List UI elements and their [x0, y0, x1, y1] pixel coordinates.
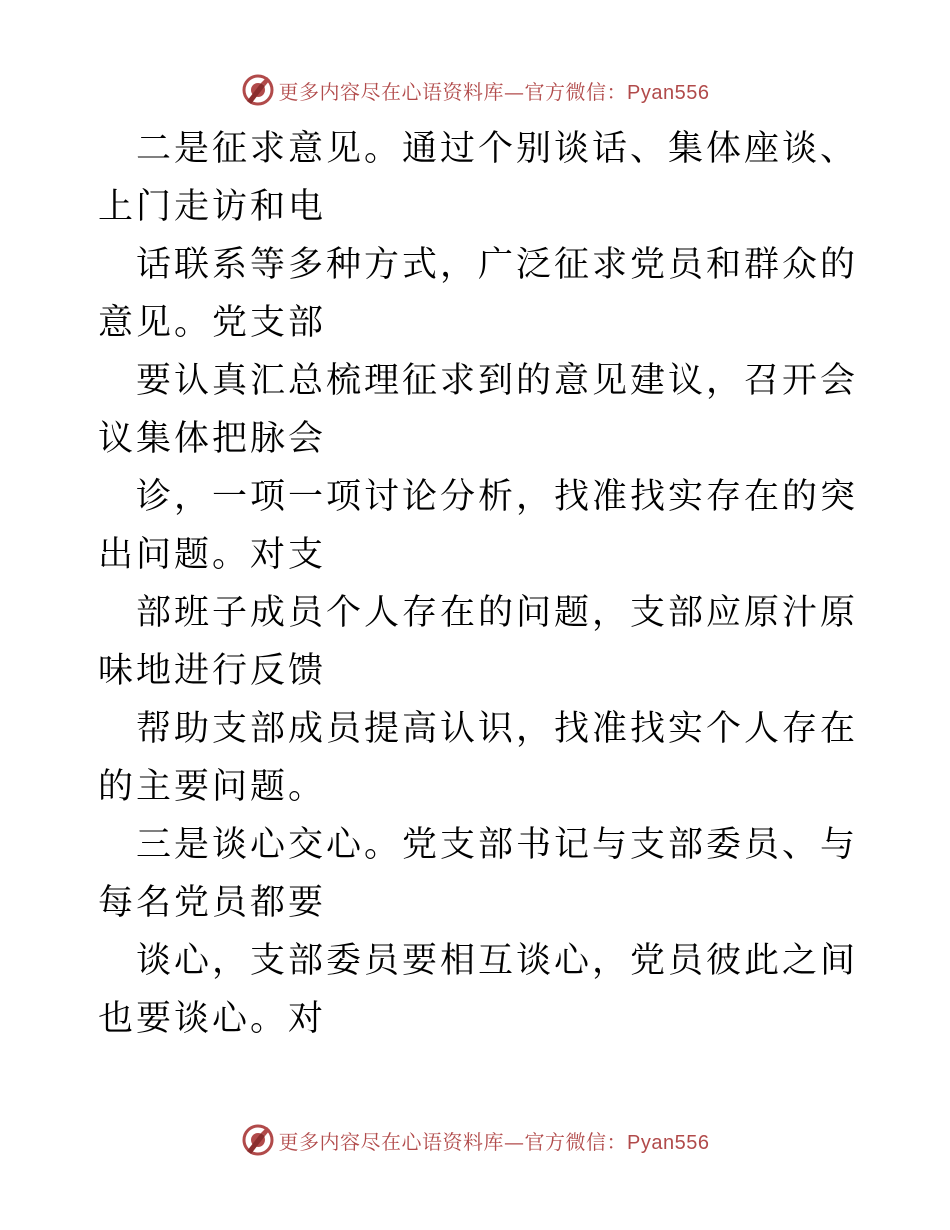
header-banner-main: 更多内容尽在心语资料库 — [278, 79, 505, 104]
pen-circle-logo-icon — [241, 73, 275, 107]
header-banner-dash: — — [504, 79, 525, 104]
paragraph: 谈心，支部委员要相互谈心，党员彼此之间也要谈心。对 — [98, 941, 859, 1039]
footer-banner-text — [279, 1126, 710, 1155]
paragraph: 部班子成员个人存在的问题，支部应原汁原味地进行反馈 — [98, 593, 859, 691]
paragraph: 要认真汇总梳理征求到的意见建议，召开会议集体把脉会 — [98, 361, 859, 459]
footer-banner-main: 更多内容尽在心语资料库 — [278, 1129, 505, 1154]
footer-banner-wechat: 官方微信：Pyan556 — [524, 1131, 710, 1154]
paragraph: 诊，一项一项讨论分析，找准找实存在的突出问题。对支 — [98, 477, 859, 575]
paragraph: 话联系等多种方式，广泛征求党员和群众的意见。党支部 — [98, 245, 859, 343]
footer-banner-dash: — — [504, 1129, 525, 1154]
paragraph: 三是谈心交心。党支部书记与支部委员、与每名党员都要 — [98, 825, 859, 923]
header-banner-text — [279, 76, 710, 105]
paragraph: 二是征求意见。通过个别谈话、集体座谈、上门走访和电 — [98, 129, 859, 227]
header-banner — [0, 70, 950, 110]
paragraph: 帮助支部成员提高认识，找准找实个人存在的主要问题。 — [98, 709, 859, 807]
header-banner-wechat: 官方微信：Pyan556 — [524, 81, 710, 104]
document-body — [98, 120, 858, 1048]
footer-banner — [0, 1120, 950, 1160]
pen-circle-logo-icon — [241, 1123, 275, 1157]
